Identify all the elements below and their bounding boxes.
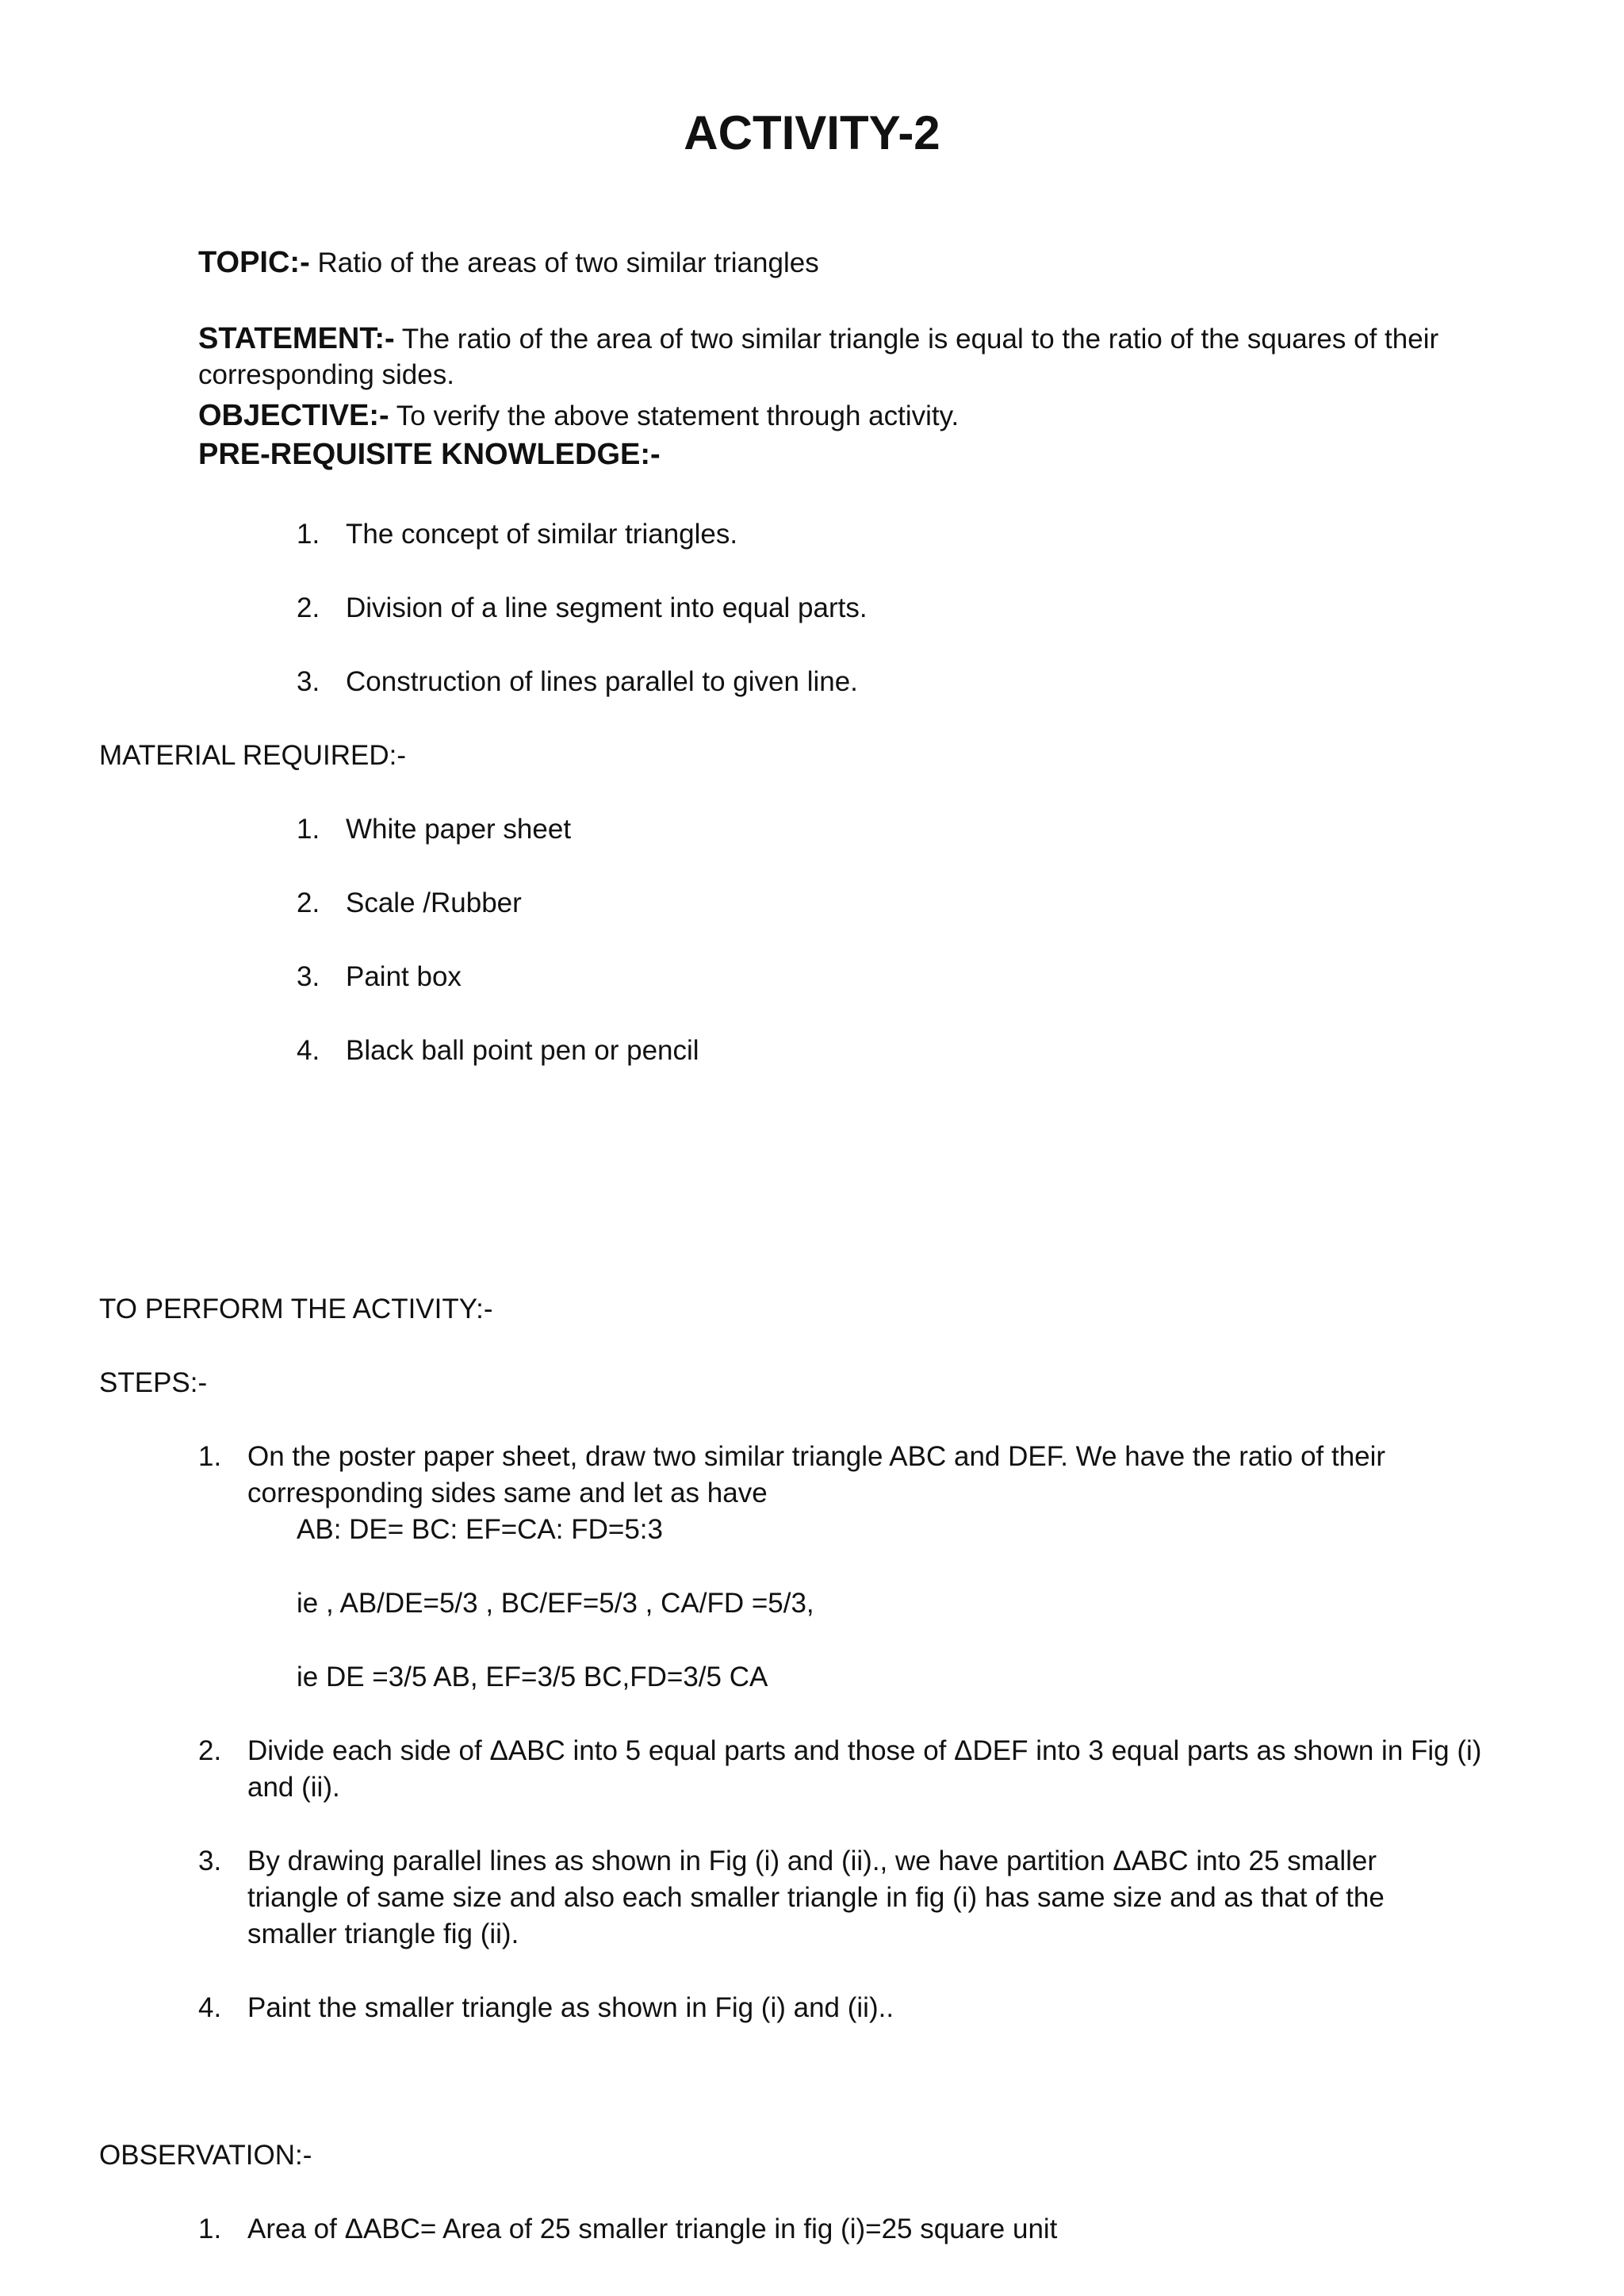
prereq-item [297,516,737,553]
list-number: 3. [297,666,320,697]
topic-text: Ratio of the areas of two similar triangles [317,247,819,278]
list-number: 1. [198,2214,222,2244]
list-text: Division of a line segment into equal parts. [346,592,868,623]
objective-text: To verify the above statement through activity. [396,401,959,431]
prereq-item [297,590,868,627]
perform-heading: TO PERFORM THE ACTIVITY:- [99,1294,493,1324]
step-text: corresponding sides same and let as have [247,1478,768,1508]
observation-item [198,2211,1057,2248]
statement-text-2: corresponding sides. [198,359,454,390]
list-text: Paint box [346,961,462,992]
objective-label: OBJECTIVE:- [198,399,389,432]
prereq-item [297,664,858,700]
equation: AB: DE= BC: EF=CA: FD=5:3 [297,1514,663,1545]
statement-label: STATEMENT:- [198,322,395,355]
equation: ie DE =3/5 AB, EF=3/5 BC,FD=3/5 CA [297,1662,768,1692]
observation-text: Area of ΔABC= Area of 25 smaller triangle in fig (i)=25 square unit [247,2214,1058,2244]
step-item [198,1843,1377,1880]
step-item [198,1439,1385,1475]
list-text: Black ball point pen or pencil [346,1035,699,1066]
material-item [297,811,571,848]
list-number: 2. [297,887,320,918]
step-text: triangle of same size and also each smaller triangle in fig (i) has same size and as that of the [247,1882,1385,1913]
list-number: 4. [198,1992,222,2023]
step-text: By drawing parallel lines as shown in Fig (i) and (ii)., we have partition ΔABC into 25 smaller [247,1846,1377,1876]
topic-line [198,244,819,282]
material-item [297,1033,699,1069]
observation-heading: OBSERVATION:- [99,2140,312,2171]
list-text: Scale /Rubber [346,887,522,918]
step-text: Divide each side of ΔABC into 5 equal parts and those of ΔDEF into 3 equal parts as shown in Fig (i) [247,1735,1482,1766]
statement-text-1: The ratio of the area of two similar triangle is equal to the ratio of the squares of their [401,324,1439,355]
material-item [297,959,462,995]
step-item [198,1733,1481,1769]
list-number: 3. [198,1846,222,1876]
prereq-heading: PRE-REQUISITE KNOWLEDGE:- [198,438,661,471]
page-title: ACTIVITY-2 [684,106,940,159]
list-text: White paper sheet [346,814,572,845]
step-item [198,1990,894,2026]
objective-line [198,397,959,435]
equation: ie , AB/DE=5/3 , BC/EF=5/3 , CA/FD =5/3, [297,1588,814,1619]
step-text: and (ii). [247,1772,340,1803]
list-number: 1. [198,1441,222,1472]
material-item [297,885,522,922]
topic-label: TOPIC:- [198,246,310,279]
list-number: 3. [297,961,320,992]
list-text: Construction of lines parallel to given line. [346,666,858,697]
step-text: Paint the smaller triangle as shown in Fig (i) and (ii).. [247,1992,894,2023]
list-number: 2. [297,592,320,623]
list-text: The concept of similar triangles. [346,519,738,550]
step-text: smaller triangle fig (ii). [247,1918,519,1949]
list-number: 1. [297,519,320,550]
list-number: 1. [297,814,320,845]
materials-heading: MATERIAL REQUIRED:- [99,740,406,771]
list-number: 4. [297,1035,320,1066]
list-number: 2. [198,1735,222,1766]
step-text: On the poster paper sheet, draw two similar triangle ABC and DEF. We have the ratio of their [247,1441,1386,1472]
steps-heading: STEPS:- [99,1367,208,1398]
statement-line [198,320,1438,358]
